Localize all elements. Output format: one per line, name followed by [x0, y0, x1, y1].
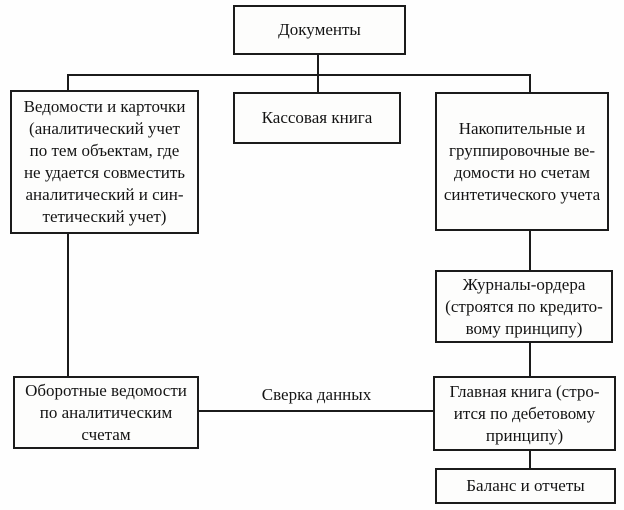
node-balans-line: Баланс и отчеты [466, 476, 585, 495]
node-zhurnal-line: Журналы-ордера [462, 274, 586, 294]
edge-branch-line [67, 74, 531, 76]
edge-label-sverka [198, 384, 435, 406]
edge-vedomosti-oborot [67, 232, 69, 378]
node-glavnaya-line: принципу) [485, 425, 564, 445]
node-nakop-line: группировочные ве- [448, 140, 595, 160]
node-documents-line: Документы [278, 20, 361, 39]
node-kassa-line: Кассовая книга [261, 108, 373, 127]
edge-nakop-zhurnal [529, 230, 531, 272]
node-balans-otchety [435, 468, 616, 504]
node-nakop-line: домости но счетам [454, 162, 590, 182]
node-documents [233, 5, 406, 55]
node-nakopitelnye-vedomosti [435, 92, 609, 231]
node-vedomosti-kartochki [10, 90, 199, 234]
edge-drop-nakop [529, 74, 531, 94]
node-kassovaya-kniga [233, 92, 401, 144]
node-vedomosti-line: аналитический и син- [25, 185, 184, 204]
node-zhurnal-line: (строятся по кредито- [445, 296, 603, 316]
node-oborot-line: Оборотные ведомости [25, 380, 187, 400]
edge-documents-stem [317, 55, 319, 76]
node-vedomosti-line: по тем объектам, где [29, 141, 180, 160]
node-oborot-line: счетам [81, 424, 131, 444]
node-glavnaya-line: Главная книга (стро- [449, 381, 600, 401]
edge-zhurnal-glavnaya [529, 341, 531, 378]
sverka-label-text: Сверка данных [261, 385, 372, 404]
edge-drop-kassa [317, 74, 319, 94]
node-zhurnaly-ordera [435, 270, 613, 343]
edge-sverka-line [198, 410, 435, 412]
node-zhurnal-line: вому принципу) [465, 318, 583, 338]
edge-glavnaya-balans [529, 449, 531, 470]
node-oborotnye-vedomosti [13, 376, 199, 449]
node-vedomosti-line: Ведомости и карточки [23, 97, 186, 116]
node-vedomosti-line: (аналитический учет [29, 119, 180, 138]
node-oborot-line: по аналитическим [39, 402, 173, 422]
node-glavnaya-kniga [433, 376, 616, 451]
node-vedomosti-line: тетический учет) [42, 207, 167, 226]
node-nakop-line: синтетического учета [443, 184, 601, 204]
node-nakop-line: Накопительные и [458, 118, 586, 138]
node-vedomosti-line: не удается совместить [23, 163, 186, 182]
node-glavnaya-line: ится по дебетовому [453, 403, 596, 423]
